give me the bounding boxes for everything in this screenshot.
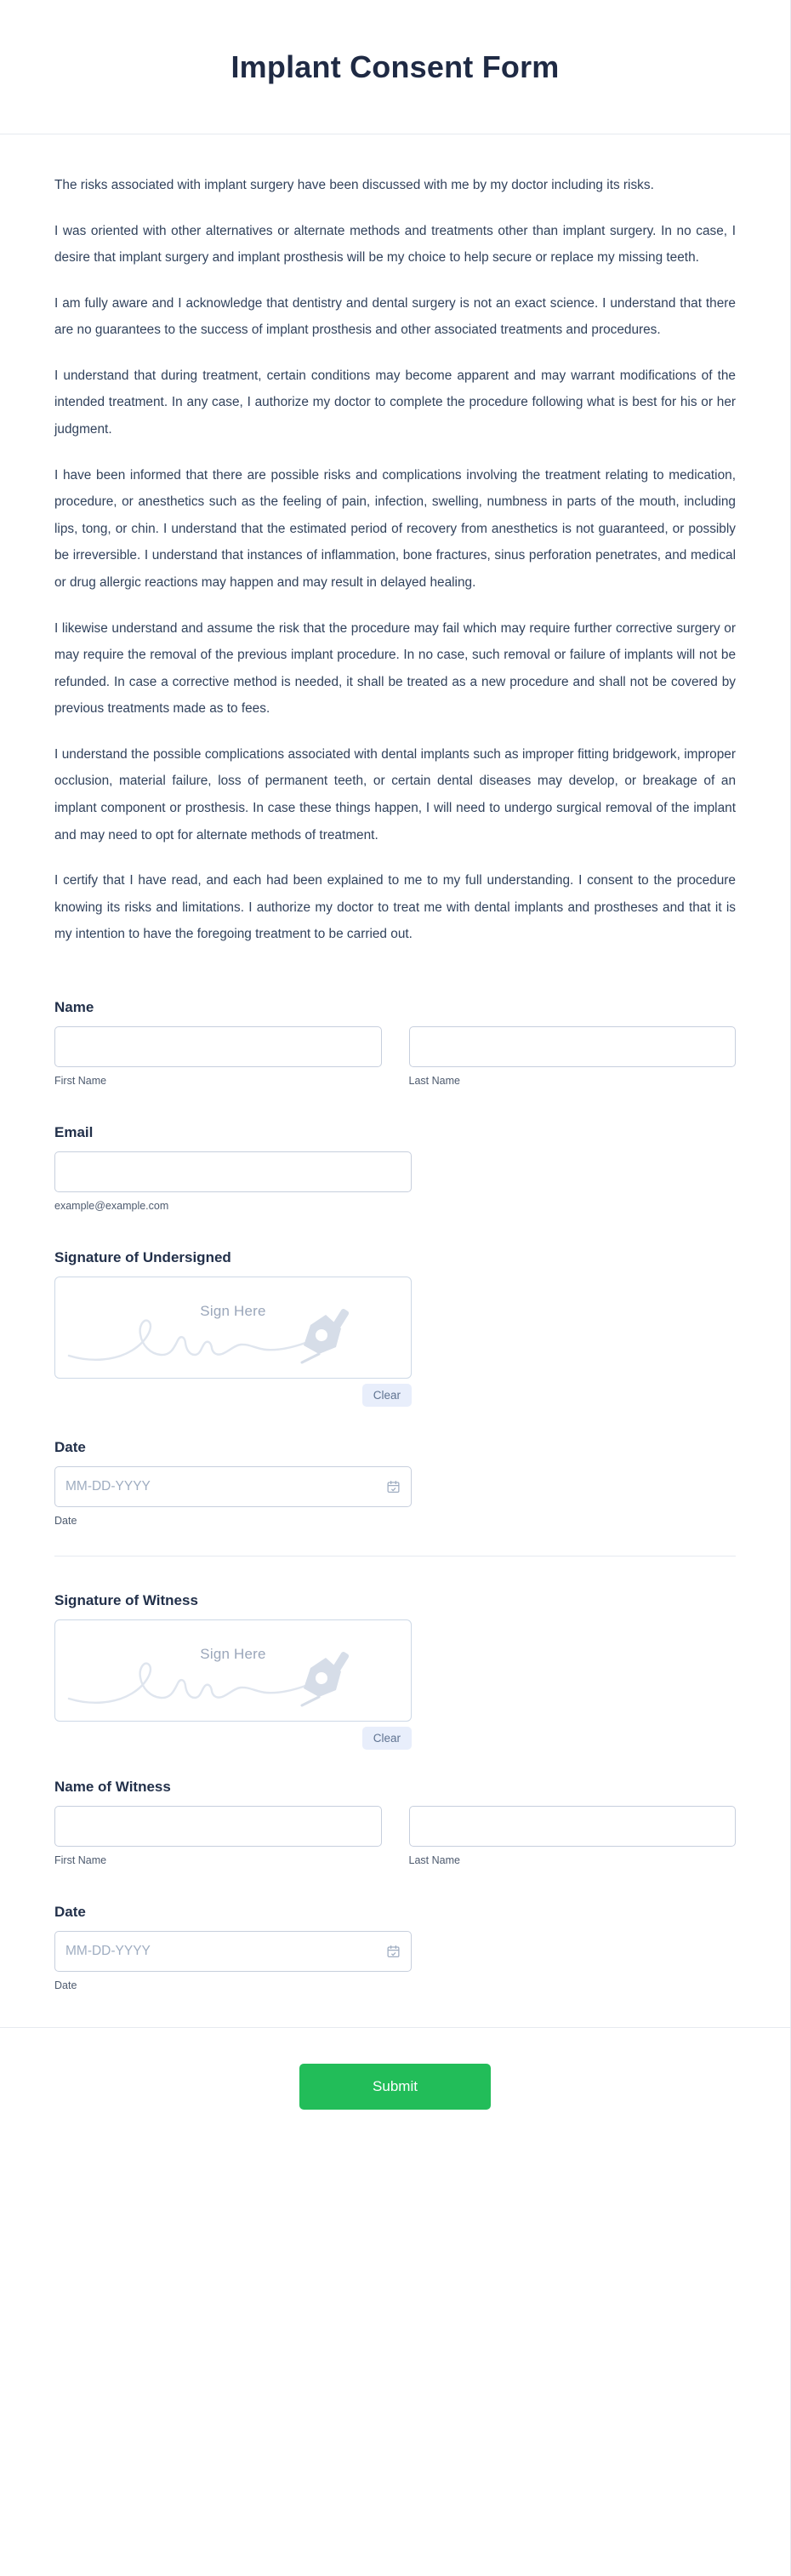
witness-first-name-column — [54, 1806, 382, 1866]
signature-undersigned-group — [54, 1277, 412, 1407]
consent-paragraph: I was oriented with other alternatives or alternate methods and treatments other than implant surgery. In no case, I desire that implant surgery and implant prosthesis will be my choice to help secure or replace my missing teeth. — [54, 223, 736, 266]
email-input[interactable] — [54, 1151, 412, 1192]
field-label-email: Email — [54, 1123, 94, 1140]
form-header — [0, 0, 790, 134]
signature-undersigned-pad[interactable] — [54, 1277, 412, 1379]
date-undersigned-input[interactable] — [54, 1466, 412, 1507]
last-name-column — [409, 1026, 737, 1087]
signature-witness-actions — [54, 1727, 412, 1750]
field-group-signature-witness — [54, 1592, 736, 1750]
pen-nib-icon — [302, 1308, 350, 1362]
signature-witness-placeholder: Sign Here — [200, 1645, 266, 1662]
field-label-date-undersigned: Date — [54, 1438, 86, 1455]
date-witness-input[interactable] — [54, 1931, 412, 1972]
first-name-input[interactable] — [54, 1026, 382, 1067]
signature-undersigned-placeholder: Sign Here — [200, 1302, 266, 1319]
form-footer — [0, 2027, 790, 2161]
last-name-input[interactable] — [409, 1026, 737, 1067]
last-name-sublabel: Last Name — [408, 1074, 460, 1087]
signature-witness-group — [54, 1619, 412, 1750]
consent-paragraph: I am fully aware and I acknowledge that dentistry and dental surgery is not an exact science. I understand that there are no guarantees to the success of implant prosthesis and other associated treatments and procedures. — [54, 295, 736, 338]
email-sublabel: example@example.com — [54, 1199, 169, 1212]
witness-last-name-input[interactable] — [409, 1806, 737, 1847]
field-label-signature-undersigned: Signature of Undersigned — [54, 1248, 231, 1265]
consent-paragraph: The risks associated with implant surgery have been discussed with me by my doctor including its risks. — [54, 178, 654, 192]
signature-undersigned-actions — [54, 1384, 412, 1407]
field-label-signature-witness: Signature of Witness — [54, 1591, 198, 1608]
field-label-name: Name — [54, 998, 94, 1015]
clear-signature-undersigned-button[interactable]: Clear — [362, 1384, 412, 1407]
witness-name-row — [54, 1806, 736, 1866]
submit-button[interactable]: Submit — [299, 2064, 491, 2110]
witness-last-name-sublabel: Last Name — [408, 1853, 460, 1866]
clear-signature-witness-button[interactable]: Clear — [362, 1727, 412, 1750]
consent-text-section — [0, 134, 790, 948]
field-group-date-witness — [54, 1904, 736, 1991]
field-group-email — [54, 1124, 736, 1212]
name-row — [54, 1026, 736, 1087]
consent-paragraph: I understand the possible complications associated with dental implants such as improper fitting bridgework, improper occlusion, material failure, loss of permanent teeth, or certain dental diseases may develop, or breakage of an implant component or prosthesis. In case these things happen, I will need to undergo surgical removal of the implant and may need to opt for alternate methods of treatment. — [54, 746, 736, 842]
pen-nib-icon — [302, 1651, 350, 1705]
signature-scribble-icon — [65, 1306, 402, 1366]
witness-last-name-column — [409, 1806, 737, 1866]
first-name-column — [54, 1026, 382, 1087]
date-undersigned-sublabel: Date — [54, 1514, 77, 1527]
date-undersigned-wrap — [54, 1466, 412, 1507]
date-witness-sublabel: Date — [54, 1979, 77, 1991]
field-label-date-witness: Date — [54, 1903, 86, 1920]
consent-paragraph: I understand that during treatment, certain conditions may become apparent and may warrant modifications of the intended treatment. In any case, I authorize my doctor to complete the procedure following what is best for his or her judgment. — [54, 368, 736, 437]
consent-paragraph: I have been informed that there are possible risks and complications involving the treatment relating to medication, procedure, or anesthetics such as the feeling of pain, infection, swelling, numbness in parts of the mouth, including lips, tong, or chin. I understand that the estimated period of recovery from anesthetics is not guaranteed, or possibly be irreversible. I understand that instances of inflammation, bone fractures, sinus perforation penetrates, and medical or drug allergic reactions may happen and may result in delayed healing. — [54, 467, 736, 590]
consent-paragraph: I certify that I have read, and each had been explained to me to my full understanding. I consent to the procedure knowing its risks and limitations. I authorize my doctor to treat me with dental implants and prostheses and that it is my intention to have the foregoing treatment to be carried out. — [54, 873, 736, 942]
signature-witness-pad[interactable] — [54, 1619, 412, 1722]
witness-first-name-sublabel: First Name — [54, 1853, 107, 1866]
witness-first-name-input[interactable] — [54, 1806, 382, 1847]
form-fields-section — [0, 948, 790, 1991]
field-group-date-undersigned — [54, 1439, 736, 1527]
signature-scribble-icon — [65, 1649, 402, 1709]
field-group-signature-undersigned — [54, 1249, 736, 1407]
field-group-name-of-witness — [54, 1779, 736, 1866]
date-witness-wrap — [54, 1931, 412, 1972]
consent-paragraph: I likewise understand and assume the risk that the procedure may fail which may require further corrective surgery or may require the removal of the previous implant procedure. In no case, such removal or failure of implants will not be refunded. In case a corrective method is needed, it shall be treated as a new procedure and shall not be covered by previous treatments made as to fees. — [54, 620, 736, 717]
field-label-name-of-witness: Name of Witness — [54, 1778, 171, 1795]
page-title: Implant Consent Form — [230, 49, 560, 84]
field-group-name — [54, 999, 736, 1087]
first-name-sublabel: First Name — [54, 1074, 107, 1087]
